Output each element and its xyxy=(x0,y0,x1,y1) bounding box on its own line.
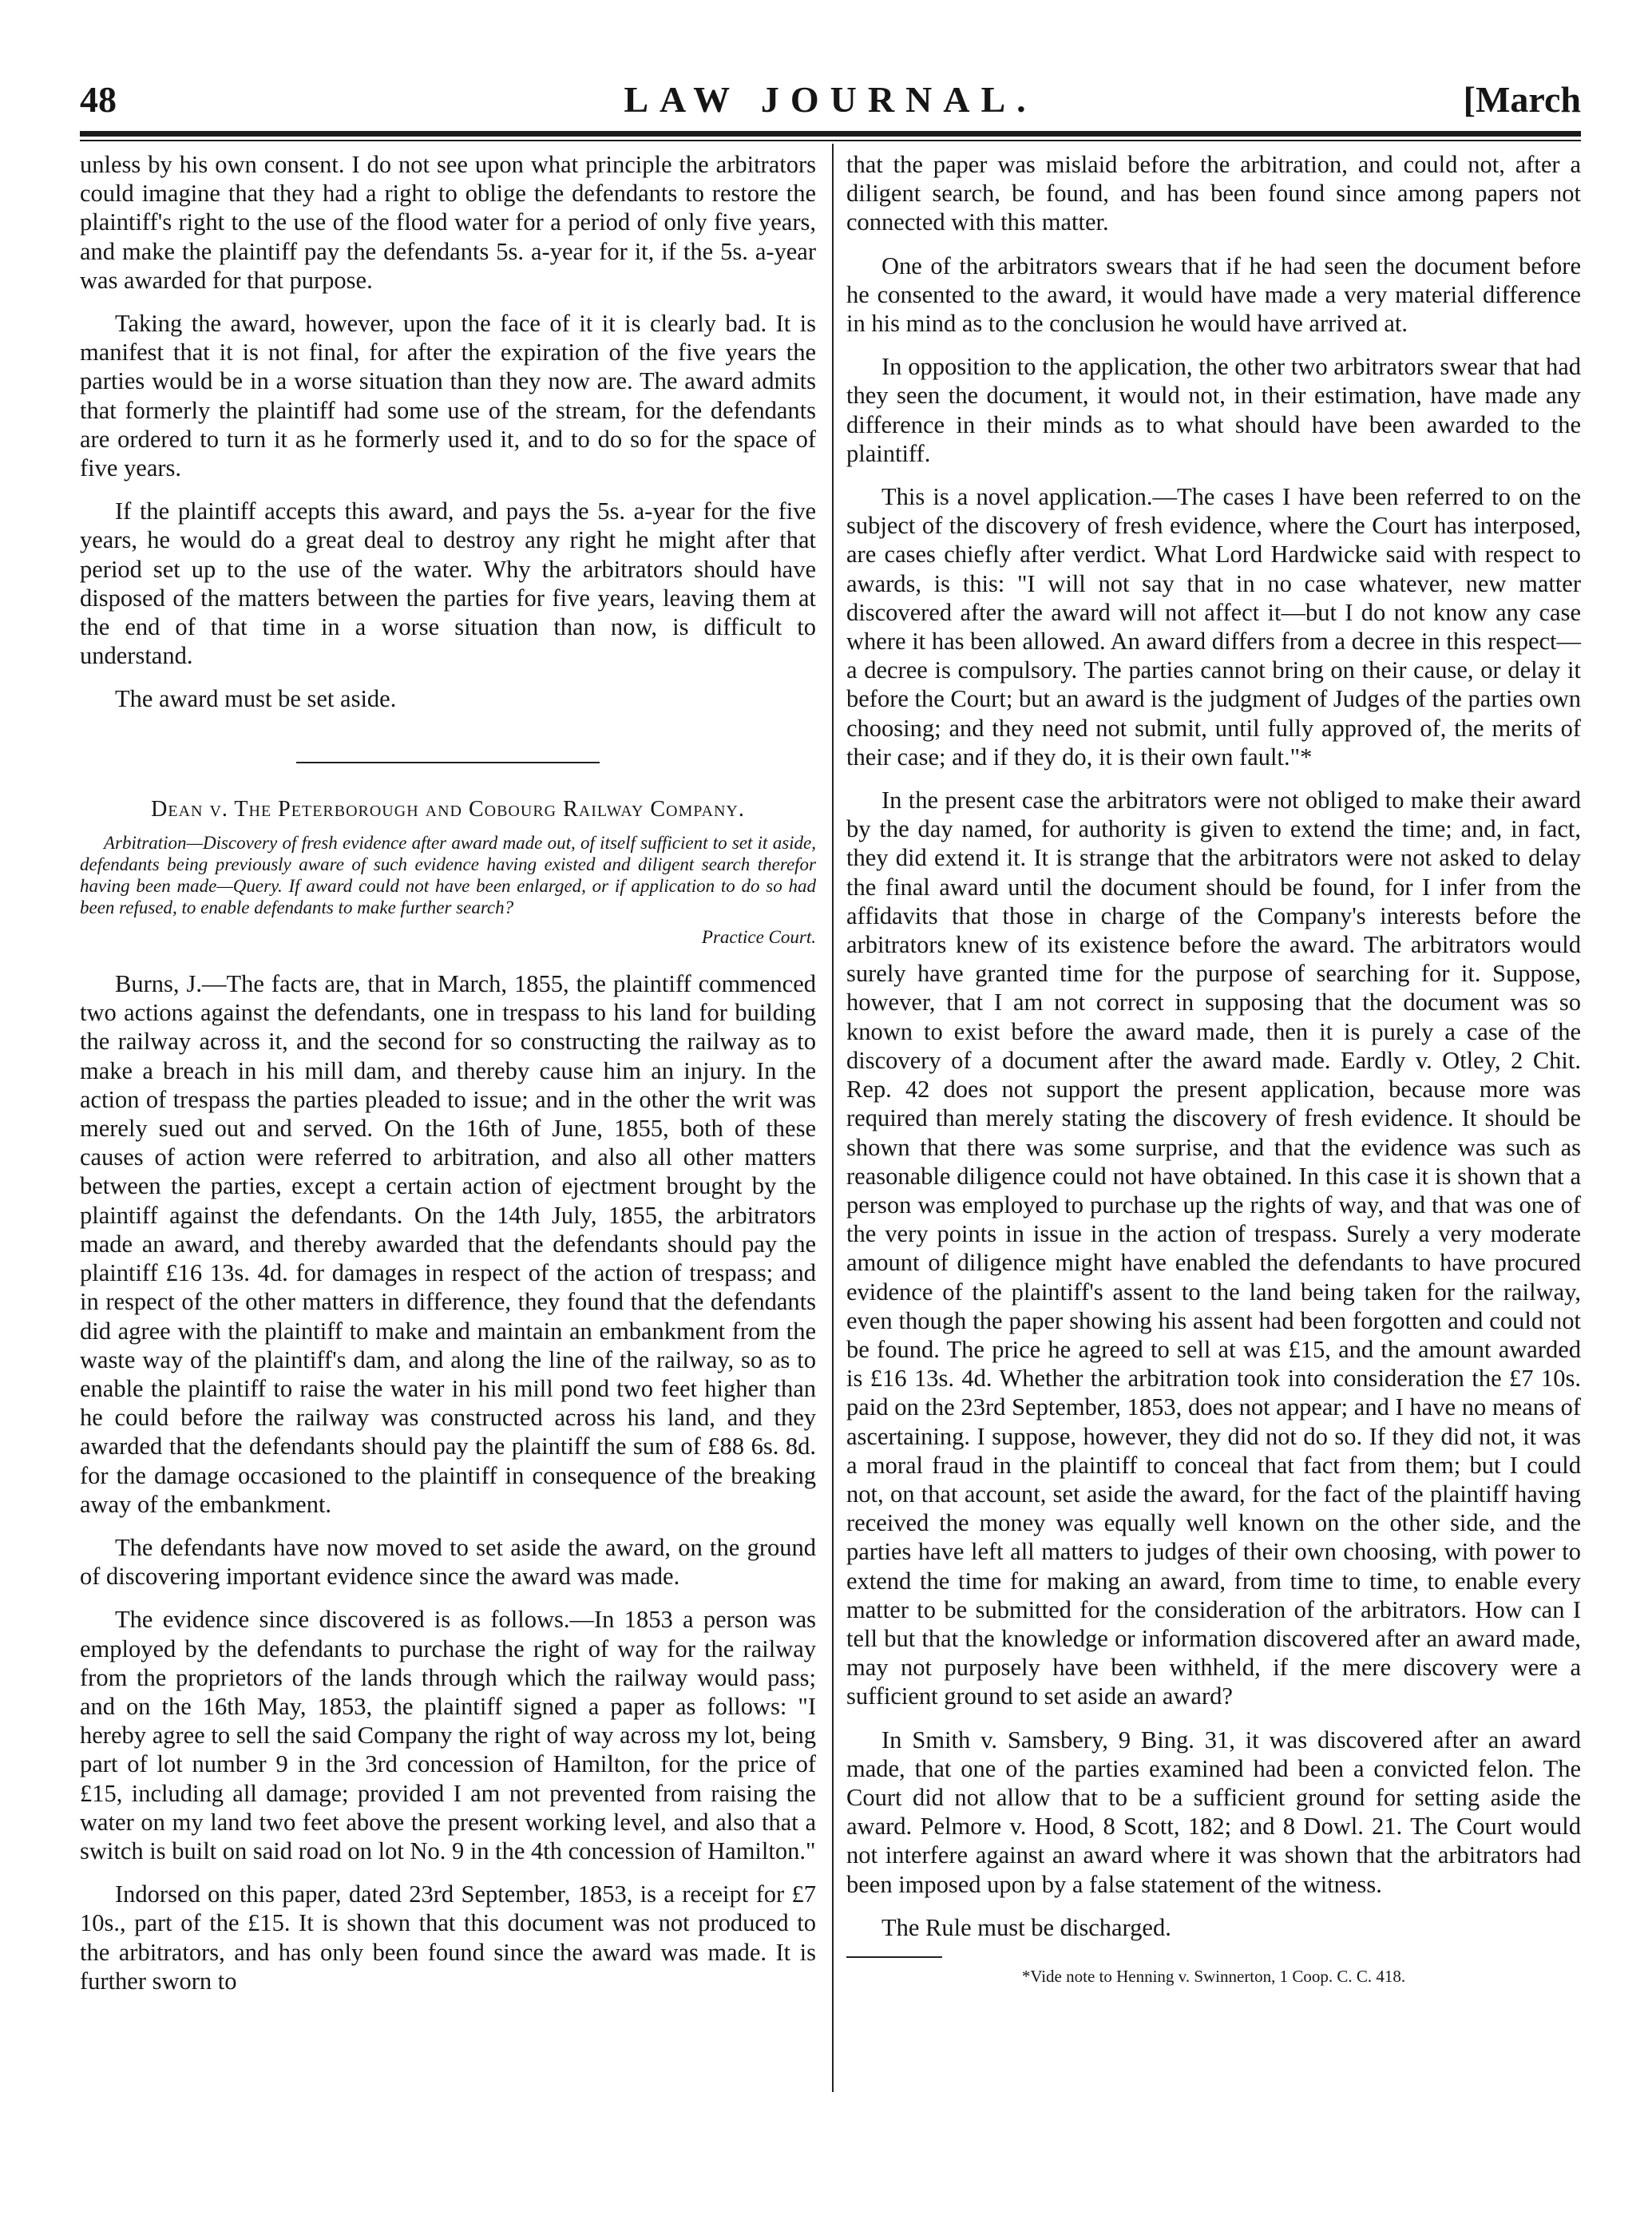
case-headnote: Arbitration—Discovery of fresh evidence after award made out, of itself sufficient to set it aside, defendants being previously aware of such evidence having existed and diligent search therefor having been made—Query. If award could not have been enlarged, or if application to do so had been refused, to enable defendants to make further search? xyxy=(80,832,816,917)
right-paragraph-3: In opposition to the application, the other two arbitrators swear that had they seen the document, it would not, in their estimation, have made any difference in their minds as to what should have been awarded to the plaintiff. xyxy=(846,353,1581,467)
case-title: Dean v. The Peterborough and Cobourg Railway Company. xyxy=(151,796,745,822)
left-paragraph-7: The evidence since discovered is as follows.—In 1853 a person was employed by the defendants to purchase the right of way for the railway from the proprietors of the lands through which the railway would pass; and on the 16th May, 1853, the plaintiff signed a paper as follows: "I hereby agree to sell the said Company the right of way across my lot, being part of lot number 9 in the 3rd concession of Hamilton, for the price of £15, including all damage; provided I am not prevented from raising the water on my land two feet above the present working level, and also that a switch is built on said road on lot No. 9 in the 4th concession of Hamilton." xyxy=(80,1606,816,1864)
case-separator xyxy=(296,762,600,763)
left-paragraph-3: If the plaintiff accepts this award, and pays the 5s. a-year for the five years, he would do a great deal to destroy any right he might after that period set up to the use of the water. Why the arbitrators should have disposed of the matters between the parties for five years, leaving them at the end of that time in a worse situation than now, is difficult to understand. xyxy=(80,497,816,670)
footnote-rule xyxy=(846,1956,942,1958)
left-paragraph-4: The award must be set aside. xyxy=(115,685,397,713)
court-label: Practice Court. xyxy=(701,926,816,947)
month-label: [March xyxy=(1463,79,1581,120)
right-paragraph-5: In the present case the arbitrators were not obliged to make their award by the day named, for authority is given to extend the time; and, in fact, they did extend it. It is strange that the arbitrators were not asked to delay the final award until the document should be found, for I infer from the affidavits that those in charge of the Company's interests before the arbitrators knew of its existence before the award. The arbitrators would surely have granted time for the purpose of searching for it. Suppose, however, that I am not correct in supposing that the document was so known to exist before the award made, then it is purely a case of the discovery of a document after the award made. Eardly v. Otley, 2 Chit. Rep. 42 does not support the present application, because more was required than merely stating the discovery of fresh evidence. It should be shown that there was some surprise, and that the evidence was such as reasonable diligence could not have obtained. In this case it is shown that a person was employed to purchase up the rights of way, and that was one of the very points in issue in the action of trespass. Surely a very moderate amount of diligence might have enabled the defendants to have procured evidence of the plaintiff's assent to the land being taken for the railway, even though the paper showing his assent had been forgotten and could not be found. The price he agreed to sell at was £15, and the amount awarded is £16 13s. 4d. Whether the arbitration took into consideration the £7 10s. paid on the 23rd September, 1853, does not appear; and I have no means of ascertaining. I suppose, however, they did not do so. If they did not, it was a moral fraud in the plaintiff to conceal that fact from them; but I could not, on that account, set aside the award, for the fact of the plaintiff having received the money was equally well known on the other side, and the parties have left all matters to judges of their own choosing, with power to extend the time for making an award, from time to time, to enable every matter to be submitted for the consideration of the arbitrators. How can I tell but that the knowledge or information discovered after an award made, may not purposely have been withheld, if the mere discovery were a sufficient ground to set aside an award? xyxy=(846,787,1581,1710)
left-paragraph-5: Burns, J.—The facts are, that in March, 1855, the plaintiff commenced two actions against the defendants, one in trespass to his land for building the railway across it, and the second for so constructing the railway as to make a breach in his mill dam, and thereby cause him an injury. In the action of trespass the parties pleaded to issue; and in the other the writ was merely sued out and served. On the 16th of June, 1855, both of these causes of action were referred to arbitration, and also all other matters between the parties, except a certain action of ejectment brought by the plaintiff against the defendants. On the 14th July, 1855, the arbitrators made an award, and thereby awarded that the defendants should pay the plaintiff £16 13s. 4d. for damages in respect of the action of trespass; and in respect of the other matters in difference, they found that the defendants did agree with the plaintiff to make and maintain an embankment from the waste way of the plaintiff's dam, and along the line of the railway, so as to enable the plaintiff to raise the water in his mill pond two feet higher than he could before the railway was constructed across his land, and they awarded that the defendants should pay the plaintiff the sum of £88 6s. 8d. for the damage occasioned to the plaintiff in consequence of the breaking away of the embankment. xyxy=(80,970,816,1518)
right-paragraph-1: that the paper was mislaid before the arbitration, and could not, after a diligent search, be found, and has been found since among papers not connected with this matter. xyxy=(846,151,1581,236)
right-paragraph-2: One of the arbitrators swears that if he had seen the document before he consented to the award, it would have made a very material difference in his mind as to the conclusion he would have arrived at. xyxy=(846,252,1581,338)
left-paragraph-6: The defendants have now moved to set aside the award, on the ground of discovering important evidence since the award was made. xyxy=(80,1533,816,1591)
right-paragraph-7: The Rule must be discharged. xyxy=(881,1913,1171,1941)
journal-title: LAW JOURNAL. xyxy=(624,79,1037,120)
page-number: 48 xyxy=(80,79,117,120)
left-paragraph-1: unless by his own consent. I do not see upon what principle the arbitrators could imagine that they had a right to oblige the defendants to restore the plaintiff's right to the use of the flood water for a period of only five years, and make the plaintiff pay the defendants 5s. a-year for it, if the 5s. a-year was awarded for that purpose. xyxy=(80,151,816,294)
header-rule-thin xyxy=(80,140,1581,141)
right-paragraph-6: In Smith v. Samsbery, 9 Bing. 31, it was discovered after an award made, that one of the parties examined had been a convicted felon. The Court did not allow that to be a sufficient ground for setting aside the award. Pelmore v. Hood, 8 Scott, 182; and 8 Dowl. 21. The Court would not interfere against an award where it was shown that the arbitrators had been imposed upon by a false statement of the witness. xyxy=(846,1726,1581,1898)
column-divider xyxy=(832,144,834,2092)
left-paragraph-8: Indorsed on this paper, dated 23rd September, 1853, is a receipt for £7 10s., part of the £15. It is shown that this document was not produced to the arbitrators, and has only been found since the award was made. It is further sworn to xyxy=(80,1880,816,1995)
right-column xyxy=(846,150,1581,1987)
left-column xyxy=(80,150,816,2010)
page-header xyxy=(80,70,1581,134)
header-rule-thick xyxy=(80,131,1581,137)
left-paragraph-2: Taking the award, however, upon the face of it it is clearly bad. It is manifest that it is not final, for after the expiration of the five years the parties would be in a worse situation than they now are. The award admits that formerly the plaintiff had some use of the stream, for the defendants are ordered to turn it as he formerly used it, and to do so for the space of five years. xyxy=(80,310,816,482)
footnote: *Vide note to Henning v. Swinnerton, 1 Coop. C. C. 418. xyxy=(1021,1966,1406,1986)
right-paragraph-4: This is a novel application.—The cases I have been referred to on the subject of the discovery of fresh evidence, where the Court has interposed, are cases chiefly after verdict. What Lord Hardwicke said with respect to awards, is this: "I will not say that in no case whatever, new matter discovered after the award will not affect it—but I do not know any case where it has been allowed. An award differs from a decree in this respect—a decree is compulsory. The parties cannot bring on their cause, or delay it before the Court; but an award is the judgment of Judges of the parties own choosing; and they need not submit, until fully approved of, the merits of their case; and if they do, it is their own fault."* xyxy=(846,483,1581,771)
